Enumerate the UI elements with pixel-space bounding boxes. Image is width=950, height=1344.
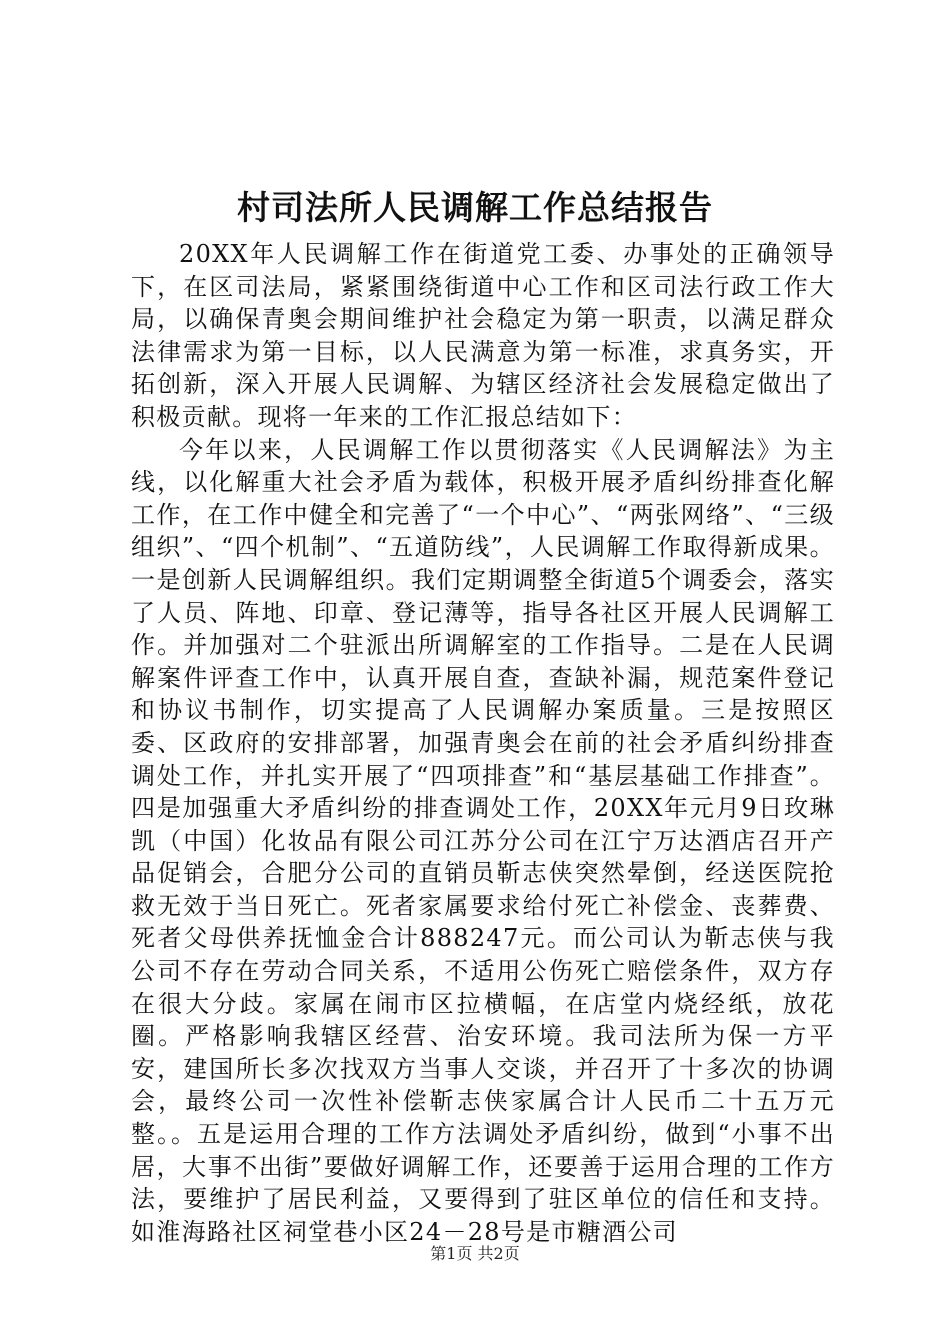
page-footer — [0, 1243, 950, 1265]
page-number-label: 第1页 共2页 — [430, 1244, 520, 1263]
document-body — [131, 238, 835, 1248]
paragraph-work-summary: 今年以来，人民调解工作以贯彻落实《人民调解法》为主线，以化解重大社会矛盾为载体，积极开展矛盾纠纷排查化解工作，在工作中健全和完善了“一个中心”、“两张网络”、“三级组织”、“四个机制”、“五道防线”，人民调解工作取得新成果。一是创新人民调解组织。我们定期调整全街道5个调委会，落实了人员、阵地、印章、登记薄等，指导各社区开展人民调解工作。并加强对二个驻派出所调解室的工作指导。二是在人民调解案件评查工作中，认真开展自查，查缺补漏，规范案件登记和协议书制作，切实提高了人民调解办案质量。三是按照区委、区政府的安排部署，加强青奥会在前的社会矛盾纠纷排查调处工作，并扎实开展了“四项排查”和“基层基础工作排查”。四是加强重大矛盾纠纷的排查调处工作，20XX年元月9日玫琳凯（中国）化妆品有限公司江苏分公司在江宁万达酒店召开产品促销会，合肥分公司的直销员靳志侠突然晕倒，经送医院抢救无效于当日死亡。死者家属要求给付死亡补偿金、丧葬费、死者父母供养抚恤金合计888247元。而公司认为靳志侠与我公司不存在劳动合同关系，不适用公伤死亡赔偿条件，双方存在很大分歧。家属在闹市区拉横幅，在店堂内烧经纸，放花圈。严格影响我辖区经营、治安环境。我司法所为保一方平安，建国所长多次找双方当事人交谈，并召开了十多次的协调会，最终公司一次性补偿靳志侠家属合计人民币二十五万元整。。五是运用合理的工作方法调处矛盾纠纷，做到“小事不出居，大事不出街”要做好调解工作，还要善于运用合理的工作方法，要维护了居民利益，又要得到了驻区单位的信任和支持。如淮海路社区祠堂巷小区24－28号是市糖酒公司 — [131, 435, 835, 1246]
document-title: 村司法所人民调解工作总结报告 — [237, 188, 713, 227]
paragraph-intro: 20XX年人民调解工作在街道党工委、办事处的正确领导下，在区司法局，紧紧围绕街道中心工作和区司法行政工作大局，以确保青奥会期间维护社会稳定为第一职责，以满足群众法律需求为第一目标，以人民满意为第一标准，求真务实，开拓创新，深入开展人民调解、为辖区经济社会发展稳定做出了积极贡献。现将一年来的工作汇报总结如下： — [131, 240, 835, 431]
